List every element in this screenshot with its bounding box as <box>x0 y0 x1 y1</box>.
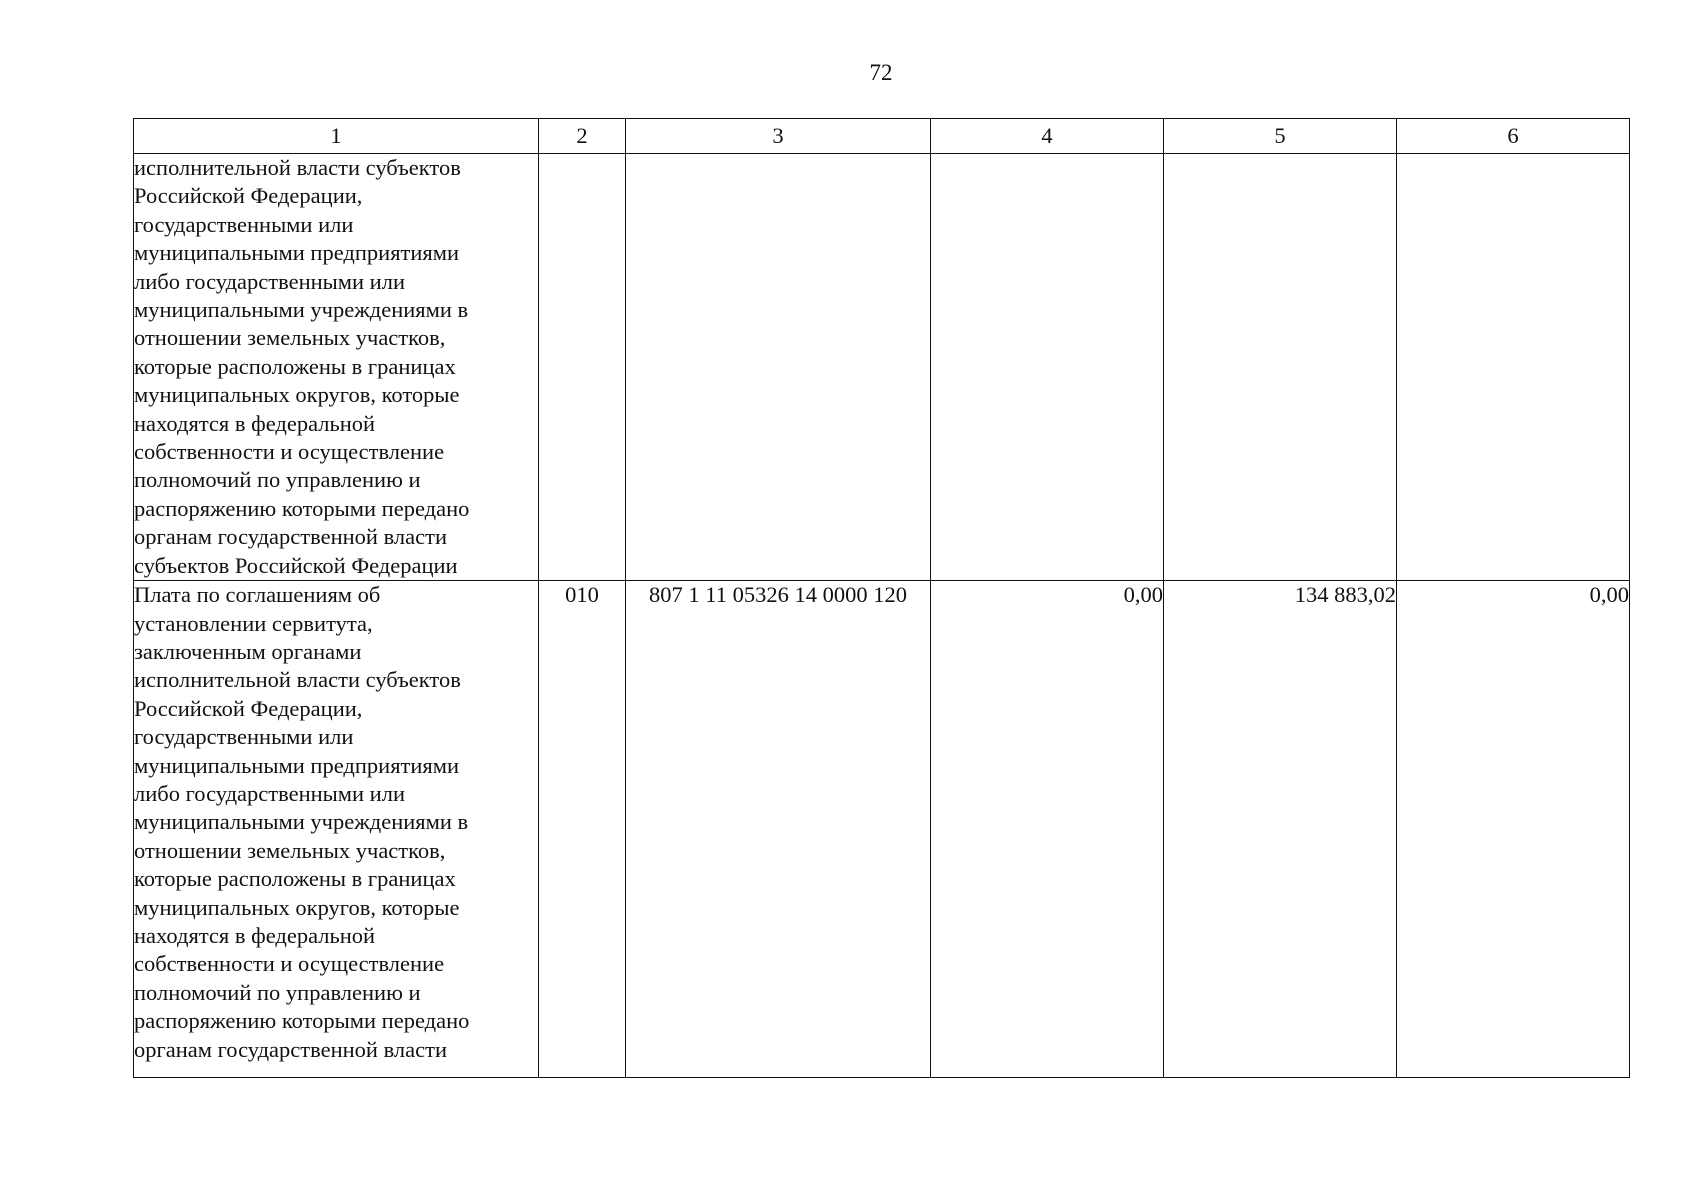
column-header-1: 1 <box>134 119 539 154</box>
name-line: государственными или <box>134 724 354 750</box>
name-line: находятся в федеральной <box>134 410 376 436</box>
name-line: муниципальными предприятиями <box>134 752 460 778</box>
amount-cell-col4 <box>931 154 1164 581</box>
name-line: собственности и осуществление <box>134 951 445 977</box>
column-header-4: 4 <box>931 119 1164 154</box>
amount-cell-col5 <box>1164 154 1397 581</box>
name-line: органам государственной власти <box>134 1036 447 1062</box>
name-line: исполнительной власти субъектов <box>134 667 461 693</box>
table-header-row <box>134 119 1630 154</box>
name-line: отношении земельных участков, <box>134 325 446 351</box>
name-line: субъектов Российской Федерации <box>134 552 458 578</box>
table-row <box>134 154 1630 581</box>
name-line: которые расположены в границах <box>134 353 456 379</box>
budget-table <box>133 118 1630 1078</box>
line-code-cell: 010 <box>539 581 626 1078</box>
column-header-5: 5 <box>1164 119 1397 154</box>
name-line: находятся в федеральной <box>134 922 376 948</box>
page-number: 72 <box>869 60 893 85</box>
column-header-3: 3 <box>626 119 931 154</box>
name-line: Российской Федерации, <box>134 183 363 209</box>
name-line: Российской Федерации, <box>134 695 363 721</box>
name-line: муниципальных округов, которые <box>134 382 460 408</box>
name-line: органам государственной власти <box>134 524 447 550</box>
name-line: которые расположены в границах <box>134 866 456 892</box>
column-header-6: 6 <box>1397 119 1630 154</box>
classification-code-cell <box>626 154 931 581</box>
name-line: муниципальными учреждениями в <box>134 809 469 835</box>
name-line: государственными или <box>134 211 354 237</box>
name-line: установлении сервитута, <box>134 610 373 636</box>
amount-cell-col6: 0,00 <box>1397 581 1630 1078</box>
row-name-cell <box>134 581 539 1078</box>
amount-cell-col5: 134 883,02 <box>1164 581 1397 1078</box>
name-line: либо государственными или <box>134 780 405 806</box>
name-line: муниципальными предприятиями <box>134 240 460 266</box>
column-header-2: 2 <box>539 119 626 154</box>
name-line: отношении земельных участков, <box>134 837 446 863</box>
name-line: муниципальными учреждениями в <box>134 297 469 323</box>
name-line: распоряжению которыми передано <box>134 1008 470 1034</box>
classification-code-cell: 807 1 11 05326 14 0000 120 <box>626 581 931 1078</box>
name-line: исполнительной власти субъектов <box>134 155 461 180</box>
amount-cell-col4: 0,00 <box>931 581 1164 1078</box>
name-line: полномочий по управлению и <box>134 979 421 1005</box>
row-name-cell <box>134 154 539 581</box>
name-line: распоряжению которыми передано <box>134 495 470 521</box>
name-line: либо государственными или <box>134 268 405 294</box>
line-code-cell <box>539 154 626 581</box>
amount-cell-col6 <box>1397 154 1630 581</box>
name-line: заключенным органами <box>134 638 362 664</box>
name-line: муниципальных округов, которые <box>134 894 460 920</box>
name-line: собственности и осуществление <box>134 439 445 465</box>
name-line: Плата по соглашениям об <box>134 582 381 608</box>
table-row <box>134 581 1630 1078</box>
name-line: полномочий по управлению и <box>134 467 421 493</box>
